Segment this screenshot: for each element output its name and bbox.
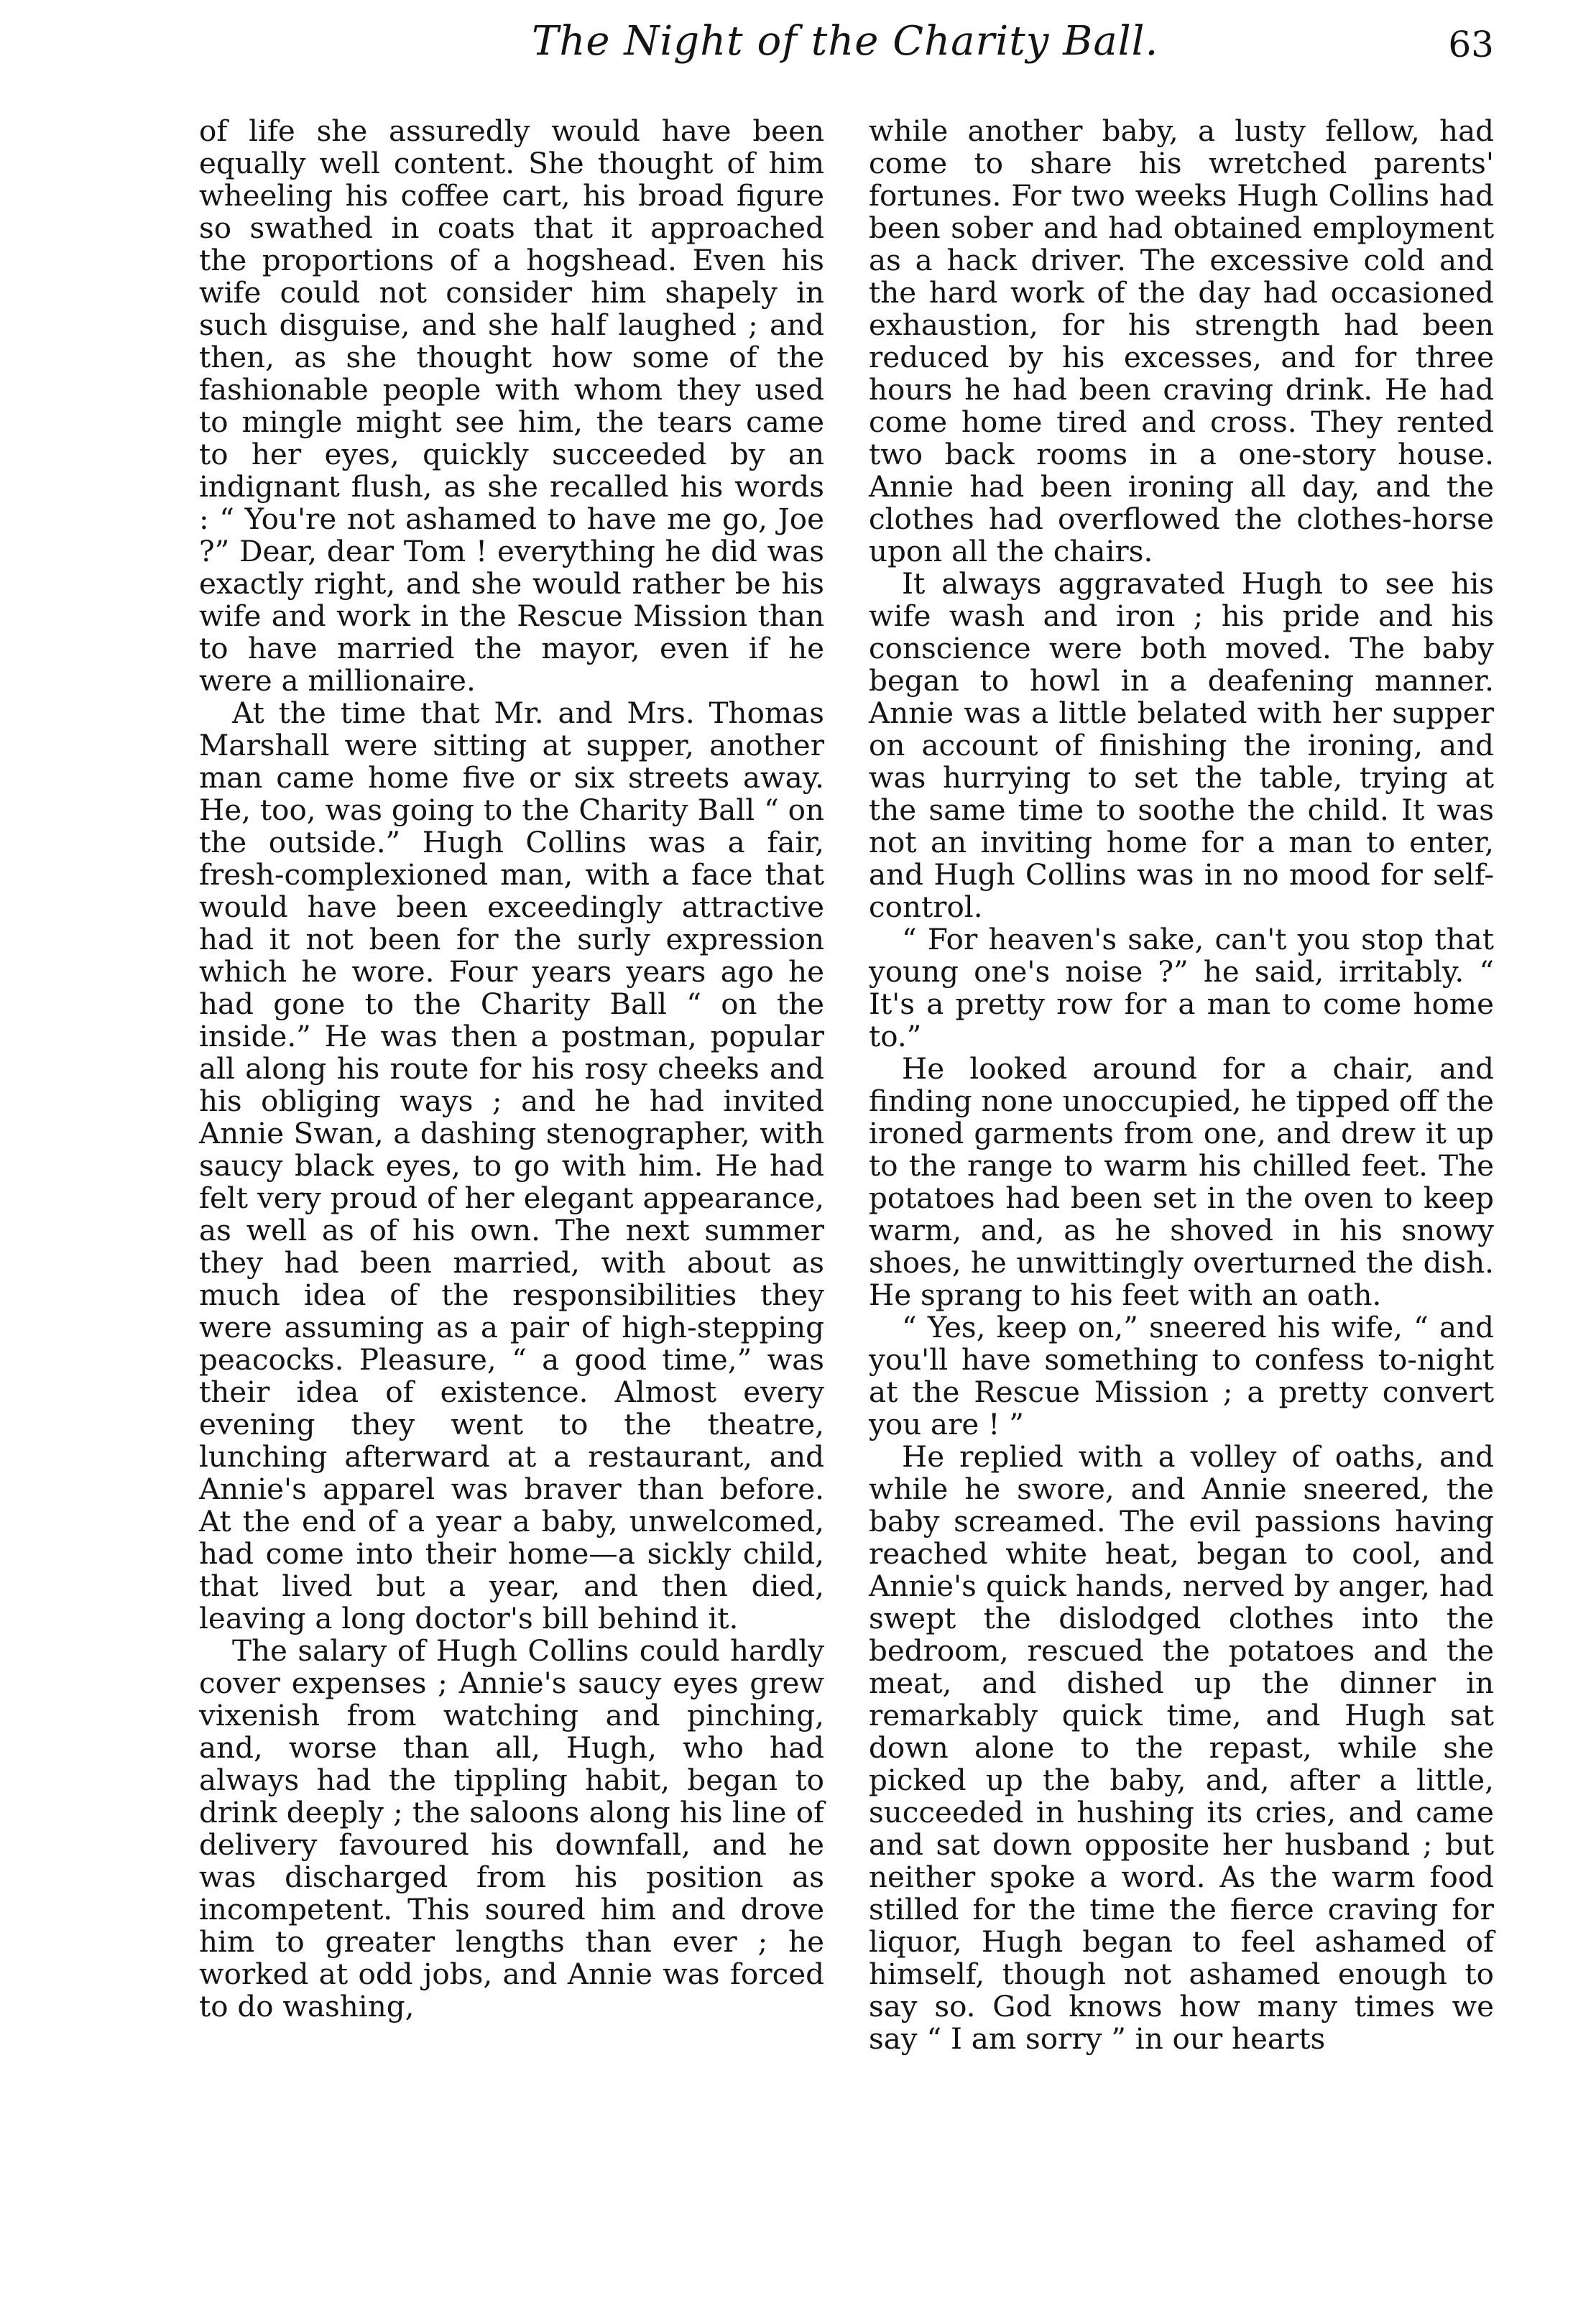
running-head — [0, 13, 1596, 78]
right-column — [869, 115, 1494, 2055]
paragraph: It always aggravated Hugh to see his wife wash and iron ; his pride and his conscience were both moved. The baby began to howl in a deafening manner. Annie was a little belated with her supper on account of finishing the ironing, and was hurrying to set the table, trying at the same time to soothe the child. It was not an inviting home for a man to enter, and Hugh Collins was in no mood for self-control. — [869, 566, 1494, 924]
paragraph: He looked around for a chair, and finding none unoccupied, he tipped off the ironed garments from one, and drew it up to the range to warm his chilled feet. The potatoes had been set in the oven to keep warm, and, as he shoved in his snowy shoes, he unwittingly overturned the dish. He sprang to his feet with an oath. — [869, 1051, 1494, 1312]
page-number: 63 — [1448, 24, 1494, 65]
left-column — [199, 115, 824, 2023]
paragraph: “ Yes, keep on,” sneered his wife, “ and you'll have something to confess to-night at the Rescue Mission ; a pretty convert you are ! ” — [869, 1310, 1494, 1441]
paragraph: of life she assuredly would have been equally well content. She thought of him wheeling his coffee cart, his broad figure so swathed in coats that it approached the proportions of a hogshead. Even his wife could not consider him shapely in such disguise, and she half laughed ; and then, as she thought how some of the fashionable people with whom they used to mingle might see him, the tears came to her eyes, quickly succeeded by an indignant flush, as she recalled his words : “ You're not ashamed to have me go, Joe ?” Dear, dear Tom ! everything he did was exactly right, and she would rather be his wife and work in the Rescue Mission than to have married the mayor, even if he were a millionaire. — [199, 114, 824, 698]
paragraph: while another baby, a lusty fellow, had come to share his wretched parents' fortunes. For two weeks Hugh Collins had been sober and had obtained employment as a hack driver. The excessive cold and the hard work of the day had occasioned exhaustion, for his strength had been reduced by his excesses, and for three hours he had been craving drink. He had come home tired and cross. They rented two back rooms in a one-story house. Annie had been ironing all day, and the clothes had overflowed the clothes-horse upon all the chairs. — [869, 114, 1494, 568]
running-title: The Night of the Charity Ball. — [532, 18, 1159, 65]
paragraph: The salary of Hugh Collins could hardly cover expenses ; Annie's saucy eyes grew vixenish from watching and pinching, and, worse than all, Hugh, who had always had the tippling habit, began to drink deeply ; the saloons along his line of delivery favoured his downfall, and he was discharged from his position as incompetent. This soured him and drove him to greater lengths than ever ; he worked at odd jobs, and Annie was forced to do washing, — [199, 1633, 824, 2024]
paragraph: At the time that Mr. and Mrs. Thomas Marshall were sitting at supper, another man came home five or six streets away. He, too, was going to the Charity Ball “ on the outside.” Hugh Collins was a fair, fresh-complexioned man, with a face that would have been exceedingly attractive had it not been for the surly expression which he wore. Four years years ago he had gone to the Charity Ball “ on the inside.” He was then a postman, popular all along his route for his rosy cheeks and his obliging ways ; and he had invited Annie Swan, a dashing stenographer, with saucy black eyes, to go with him. He had felt very proud of her elegant appearance, as well as of his own. The next summer they had been married, with about as much idea of the responsibilities they were assuming as a pair of high-stepping peacocks. Pleasure, “ a good time,” was their idea of existence. Almost every evening they went to the theatre, lunching afterward at a restaurant, and Annie's apparel was braver than before. At the end of a year a baby, unwelcomed, had come into their home—a sickly child, that lived but a year, and then died, leaving a long doctor's bill behind it. — [199, 696, 824, 1635]
paragraph: “ For heaven's sake, can't you stop that young one's noise ?” he said, irritably. “ It's a pretty row for a man to come home to.” — [869, 922, 1494, 1053]
paragraph: He replied with a volley of oaths, and while he swore, and Annie sneered, the baby screamed. The evil passions having reached white heat, began to cool, and Annie's quick hands, nerved by anger, had swept the dislodged clothes into the bedroom, rescued the potatoes and the meat, and dished up the dinner in remarkably quick time, and Hugh sat down alone to the repast, while she picked up the baby, and, after a little, succeeded in hushing its cries, and came and sat down opposite her husband ; but neither spoke a word. As the warm food stilled for the time the fierce craving for liquor, Hugh began to feel ashamed of himself, though not ashamed enough to say so. God knows how many times we say “ I am sorry ” in our hearts — [869, 1439, 1494, 2056]
